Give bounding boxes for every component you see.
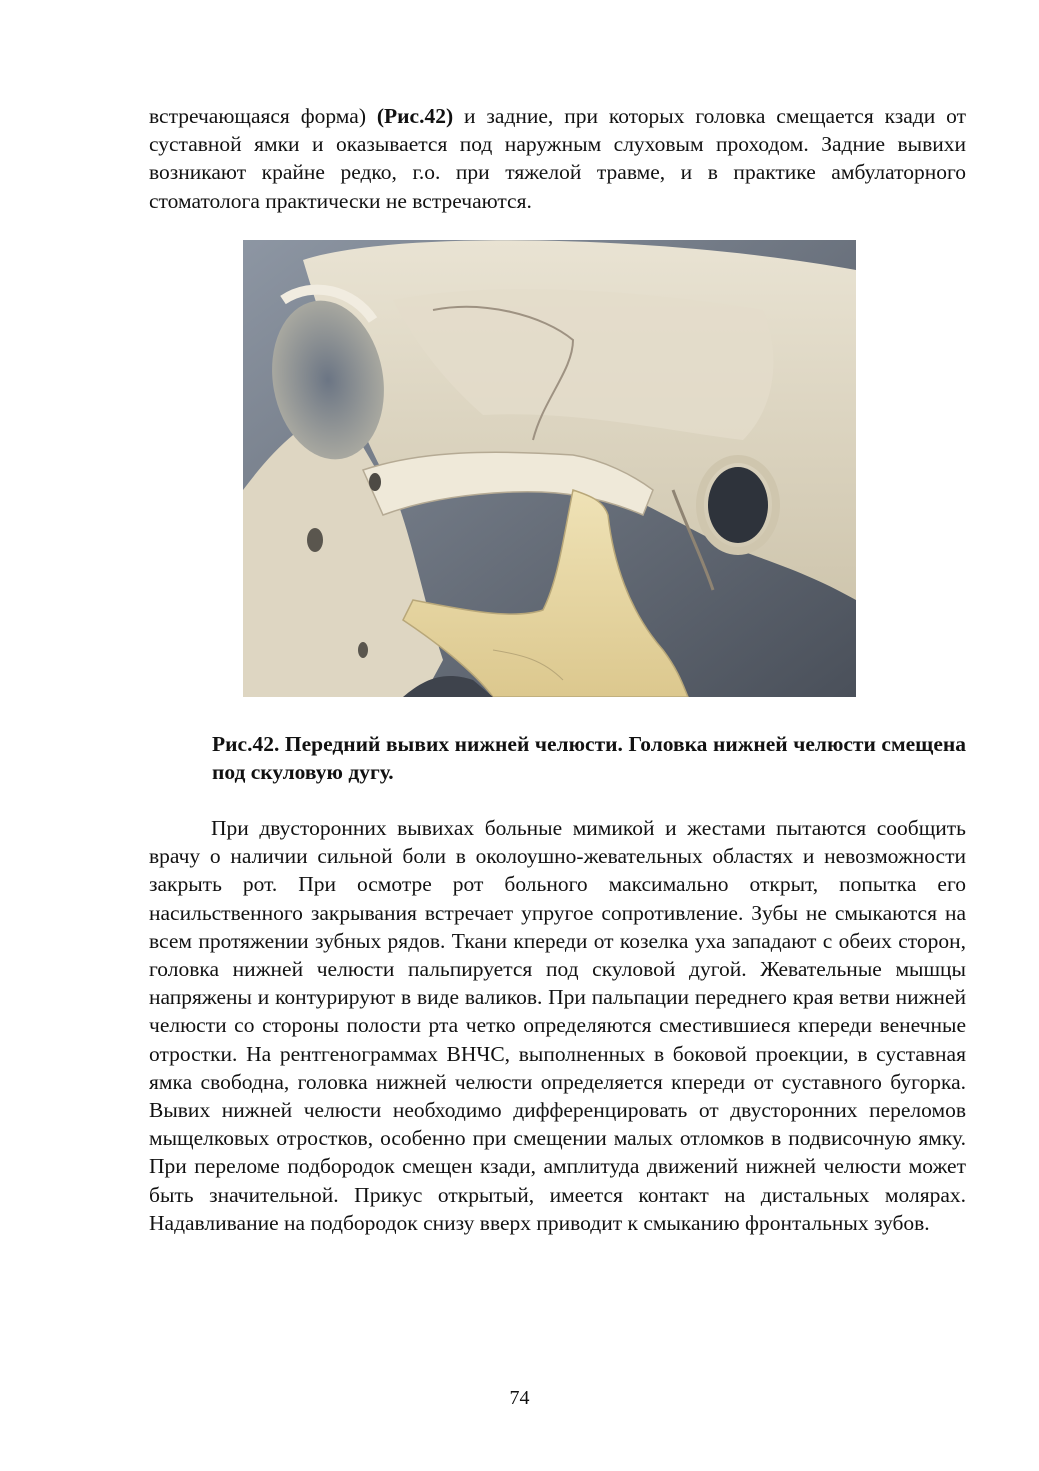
skull-photo-illustration bbox=[243, 240, 856, 697]
figure-caption: Рис.42. Передний вывих нижней челюсти. Головка нижней челюсти смещена под скуловую дугу. bbox=[212, 732, 966, 784]
intro-text-after: и задние, при которых головка смещается кзади от суставной ямки и оказывается под наружным слуховым проходом. Задние вывихи возникают крайне редко, г.о. при тяжелой травме, и в практике амбулаторного стоматолога практически не встречаются. bbox=[149, 104, 966, 213]
intro-paragraph bbox=[149, 102, 966, 215]
intro-text-before: встречающаяся форма) bbox=[149, 104, 377, 128]
page-number: 74 bbox=[509, 1387, 530, 1409]
figure-reference: (Рис.42) bbox=[376, 104, 454, 128]
skull-photo bbox=[243, 240, 856, 697]
main-paragraph: При двусторонних вывихах больные мимикой и жестами пытаются сообщить врачу о наличии сильной боли в околоушно-жевательных областях и невозможности закрыть рот. При осмотре рот больного максимально открыт, попытка его насильственного закрывания встречает упругое сопротивление. Зубы не смыкаются на всем протяжении зубных рядов. Ткани кпереди от козелка уха западают с обеих сторон, головка нижней челюсти пальпируется под скуловой дугой. Жевательные мышцы напряжены и контурируют в виде валиков. При пальпации переднего края ветви нижней челюсти со стороны полости рта четко определяются сместившиеся кпереди венечные отростки. На рентгенограммах ВНЧС, выполненных в боковой проекции, в суставная ямка свободна, головка нижней челюсти определяется кпереди от суставного бугорка. Вывих нижней челюсти необходимо дифференцировать от двусторонних переломов мыщелковых отростков, особенно при смещении малых отломков в подвисочную ямку. При переломе подбородок смещен кзади, амплитуда движений нижней челюсти может быть значительной. Прикус открытый, имеется контакт на дистальных молярах. Надавливание на подбородок снизу вверх приводит к смыканию фронтальных зубов. bbox=[149, 816, 966, 1235]
